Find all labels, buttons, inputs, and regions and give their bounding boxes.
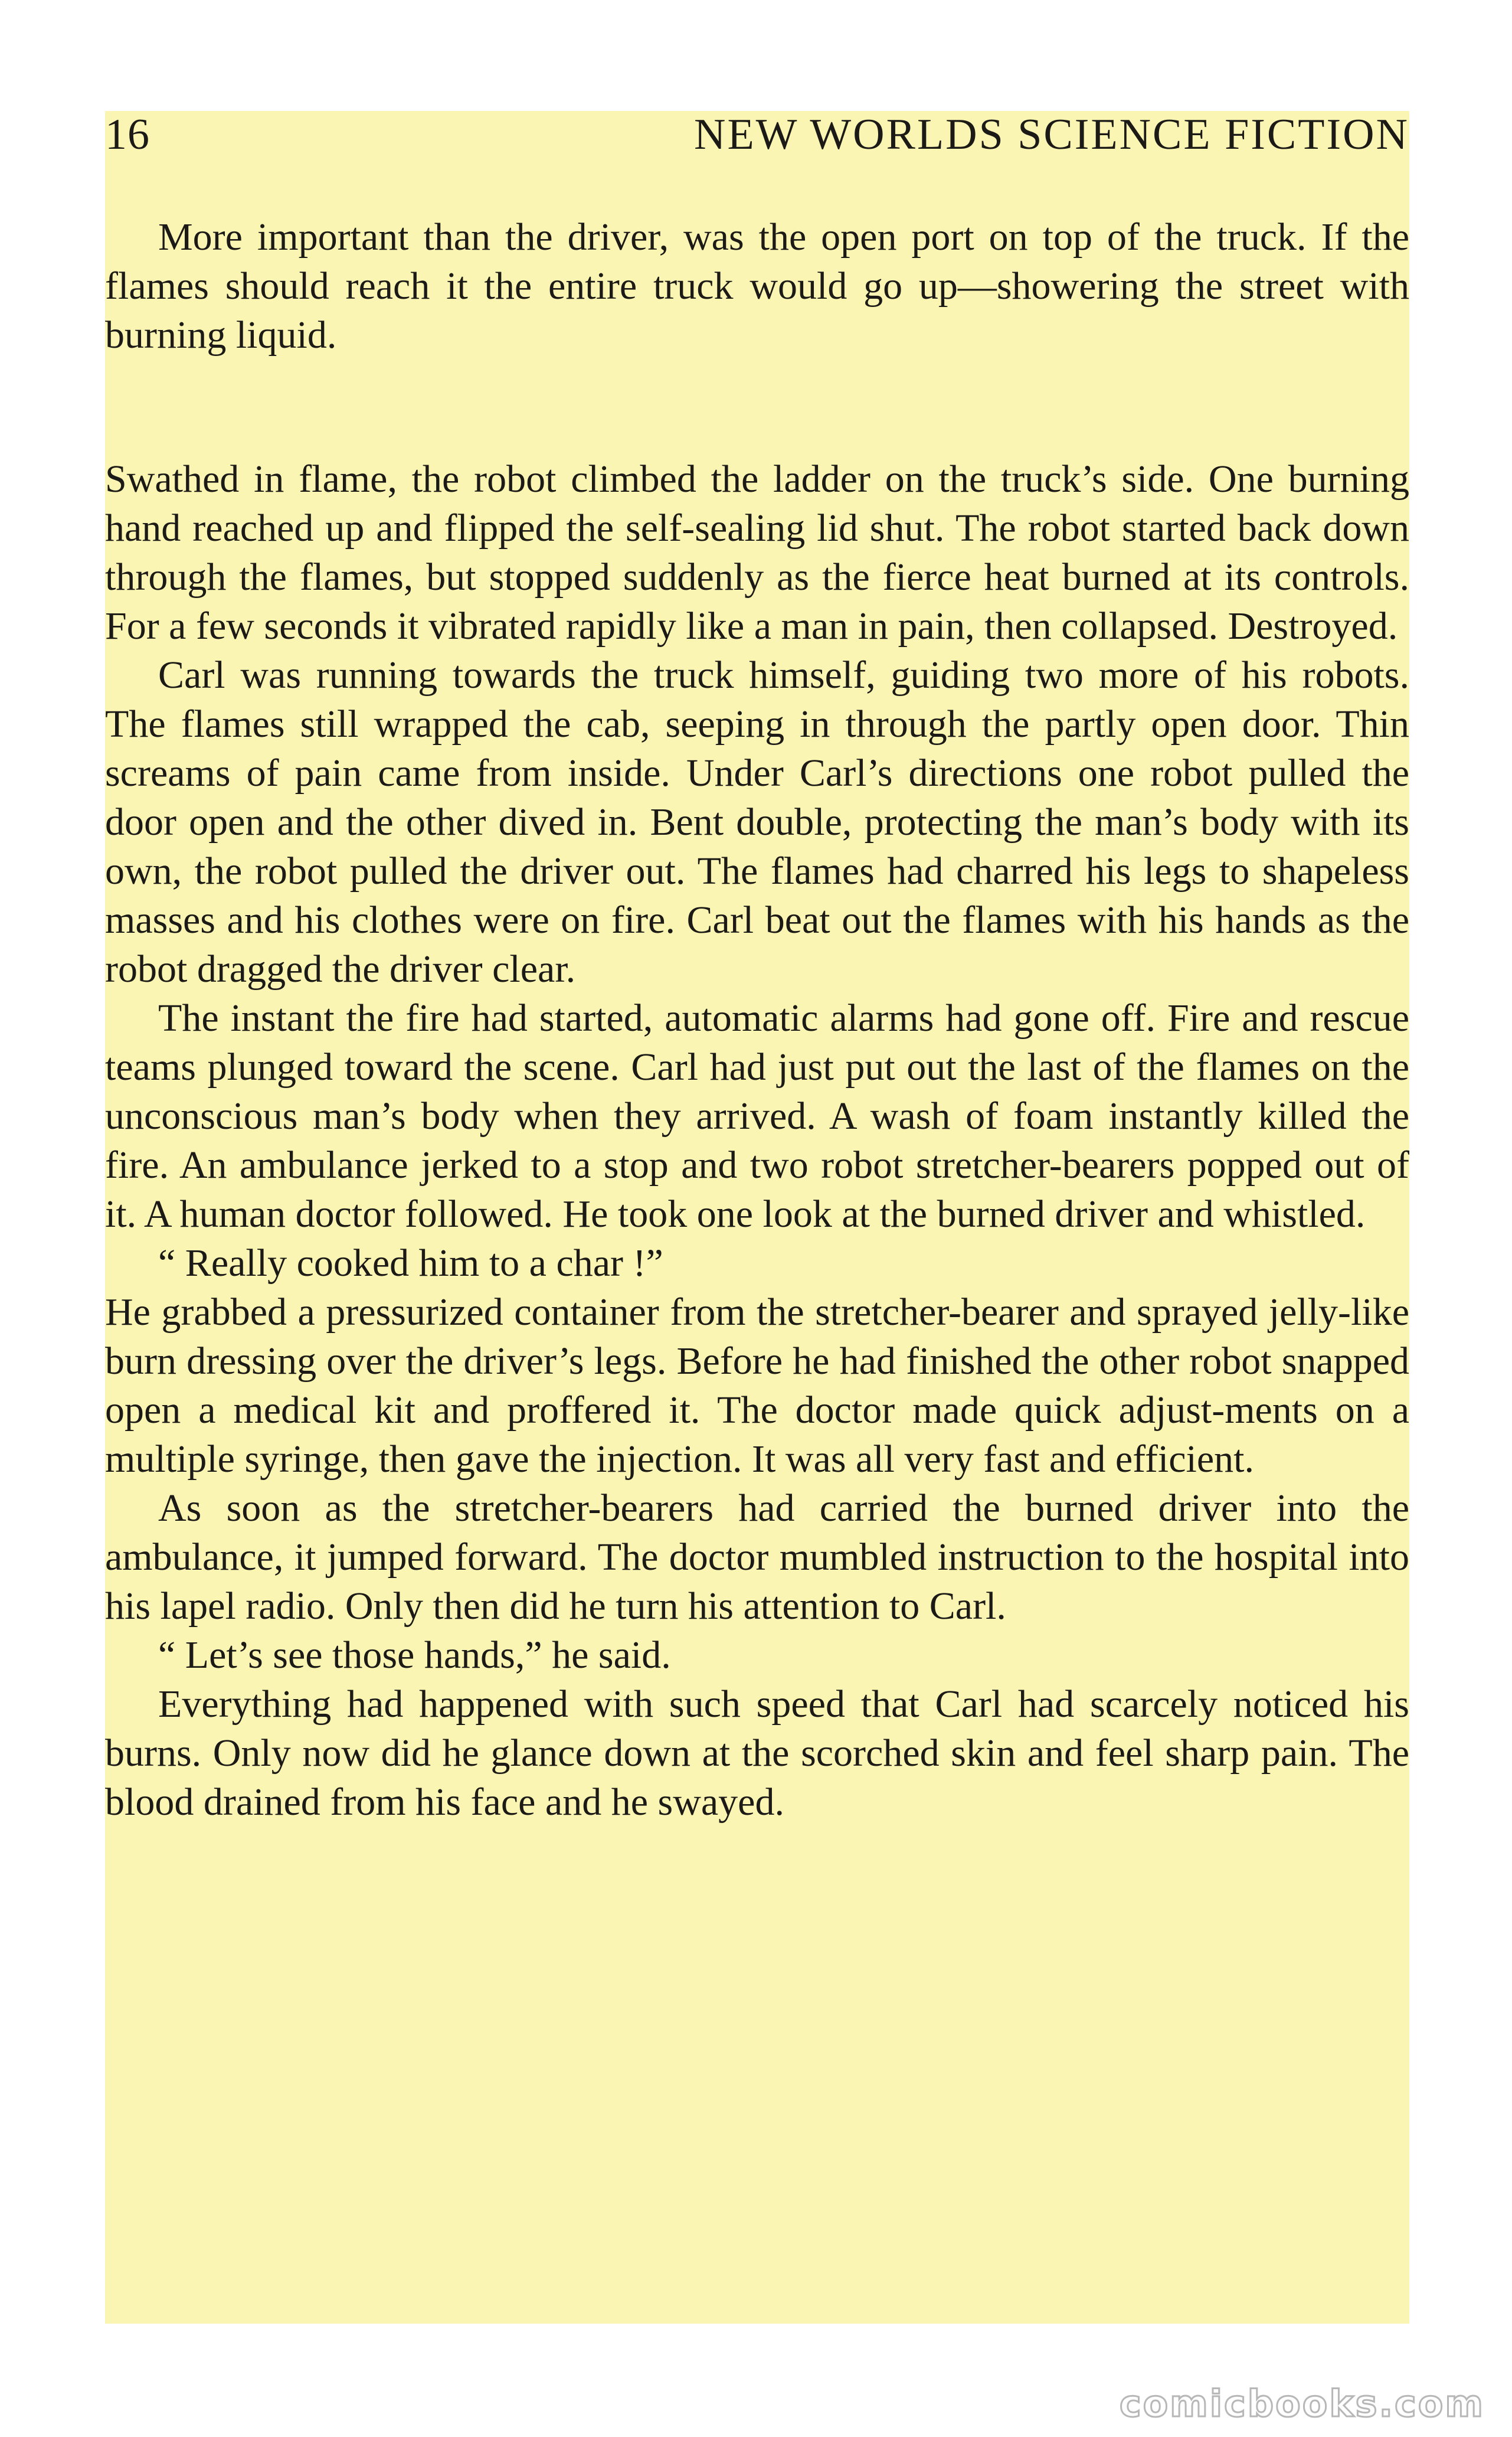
paragraph: The instant the fire had started, automatic alarms had gone off. Fire and rescue teams plunged toward the scene. Carl had just put out the last of the flames on the unconscious man’s body when they arrived. A wash of foam instantly killed the fire. An ambulance jerked to a stop and two robot stretcher-bearers popped out of it. A human doctor followed. He took one look at the burned driver and whistled.: [105, 997, 1409, 1236]
paragraph: As soon as the stretcher-bearers had carried the burned driver into the ambulance, it jumped forward. The doctor mumbled instruction to the hospital into his lapel radio. Only then did he turn his attention to Carl.: [105, 1487, 1409, 1628]
paragraph: He grabbed a pressurized container from the stretcher-bearer and sprayed jelly-like burn dressing over the driver’s legs. Before he had finished the other robot snapped open a medical kit and proffered it. The doctor made quick adjust-ments on a multiple syringe, then gave the injection. It was all very fast and efficient.: [105, 1291, 1409, 1481]
text-section-1: [105, 213, 1409, 360]
watermark-logo: comicbooks.com: [1119, 2382, 1485, 2425]
page-number: 16: [105, 110, 150, 159]
running-title: NEW WORLDS SCIENCE FICTION: [694, 110, 1409, 159]
paragraph: Carl was running towards the truck himself, guiding two more of his robots. The flames still wrapped the cab, seeping in through the partly open door. Thin screams of pain came from inside. Under Carl’s directions one robot pulled the door open and the other dived in. Bent double, protecting the man’s body with its own, the robot pulled the driver out. The flames had charred his legs to shapeless masses and his clothes were on fire. Carl beat out the flames with his hands as the robot dragged the driver clear.: [105, 654, 1409, 991]
paragraph: More important than the driver, was the open port on top of the truck. If the flames should reach it the entire truck would go up—showering the street with burning liquid.: [105, 215, 1409, 357]
page-header: [105, 110, 1409, 169]
paragraph: “ Let’s see those hands,” he said.: [158, 1634, 671, 1677]
paragraph: “ Really cooked him to a char !”: [158, 1242, 663, 1285]
text-section-2: [105, 455, 1409, 1827]
paragraph: Everything had happened with such speed that Carl had scarcely noticed his burns. Only now did he glance down at the scorched skin and feel sharp pain. The blood drained from his face and he swayed.: [105, 1683, 1409, 1824]
paragraph: Swathed in flame, the robot climbed the ladder on the truck’s side. One burning hand reached up and flipped the self-sealing lid shut. The robot started back down through the flames, but stopped suddenly as the fierce heat burned at its controls. For a few seconds it vibrated rapidly like a man in pain, then collapsed. Destroyed.: [105, 458, 1409, 648]
